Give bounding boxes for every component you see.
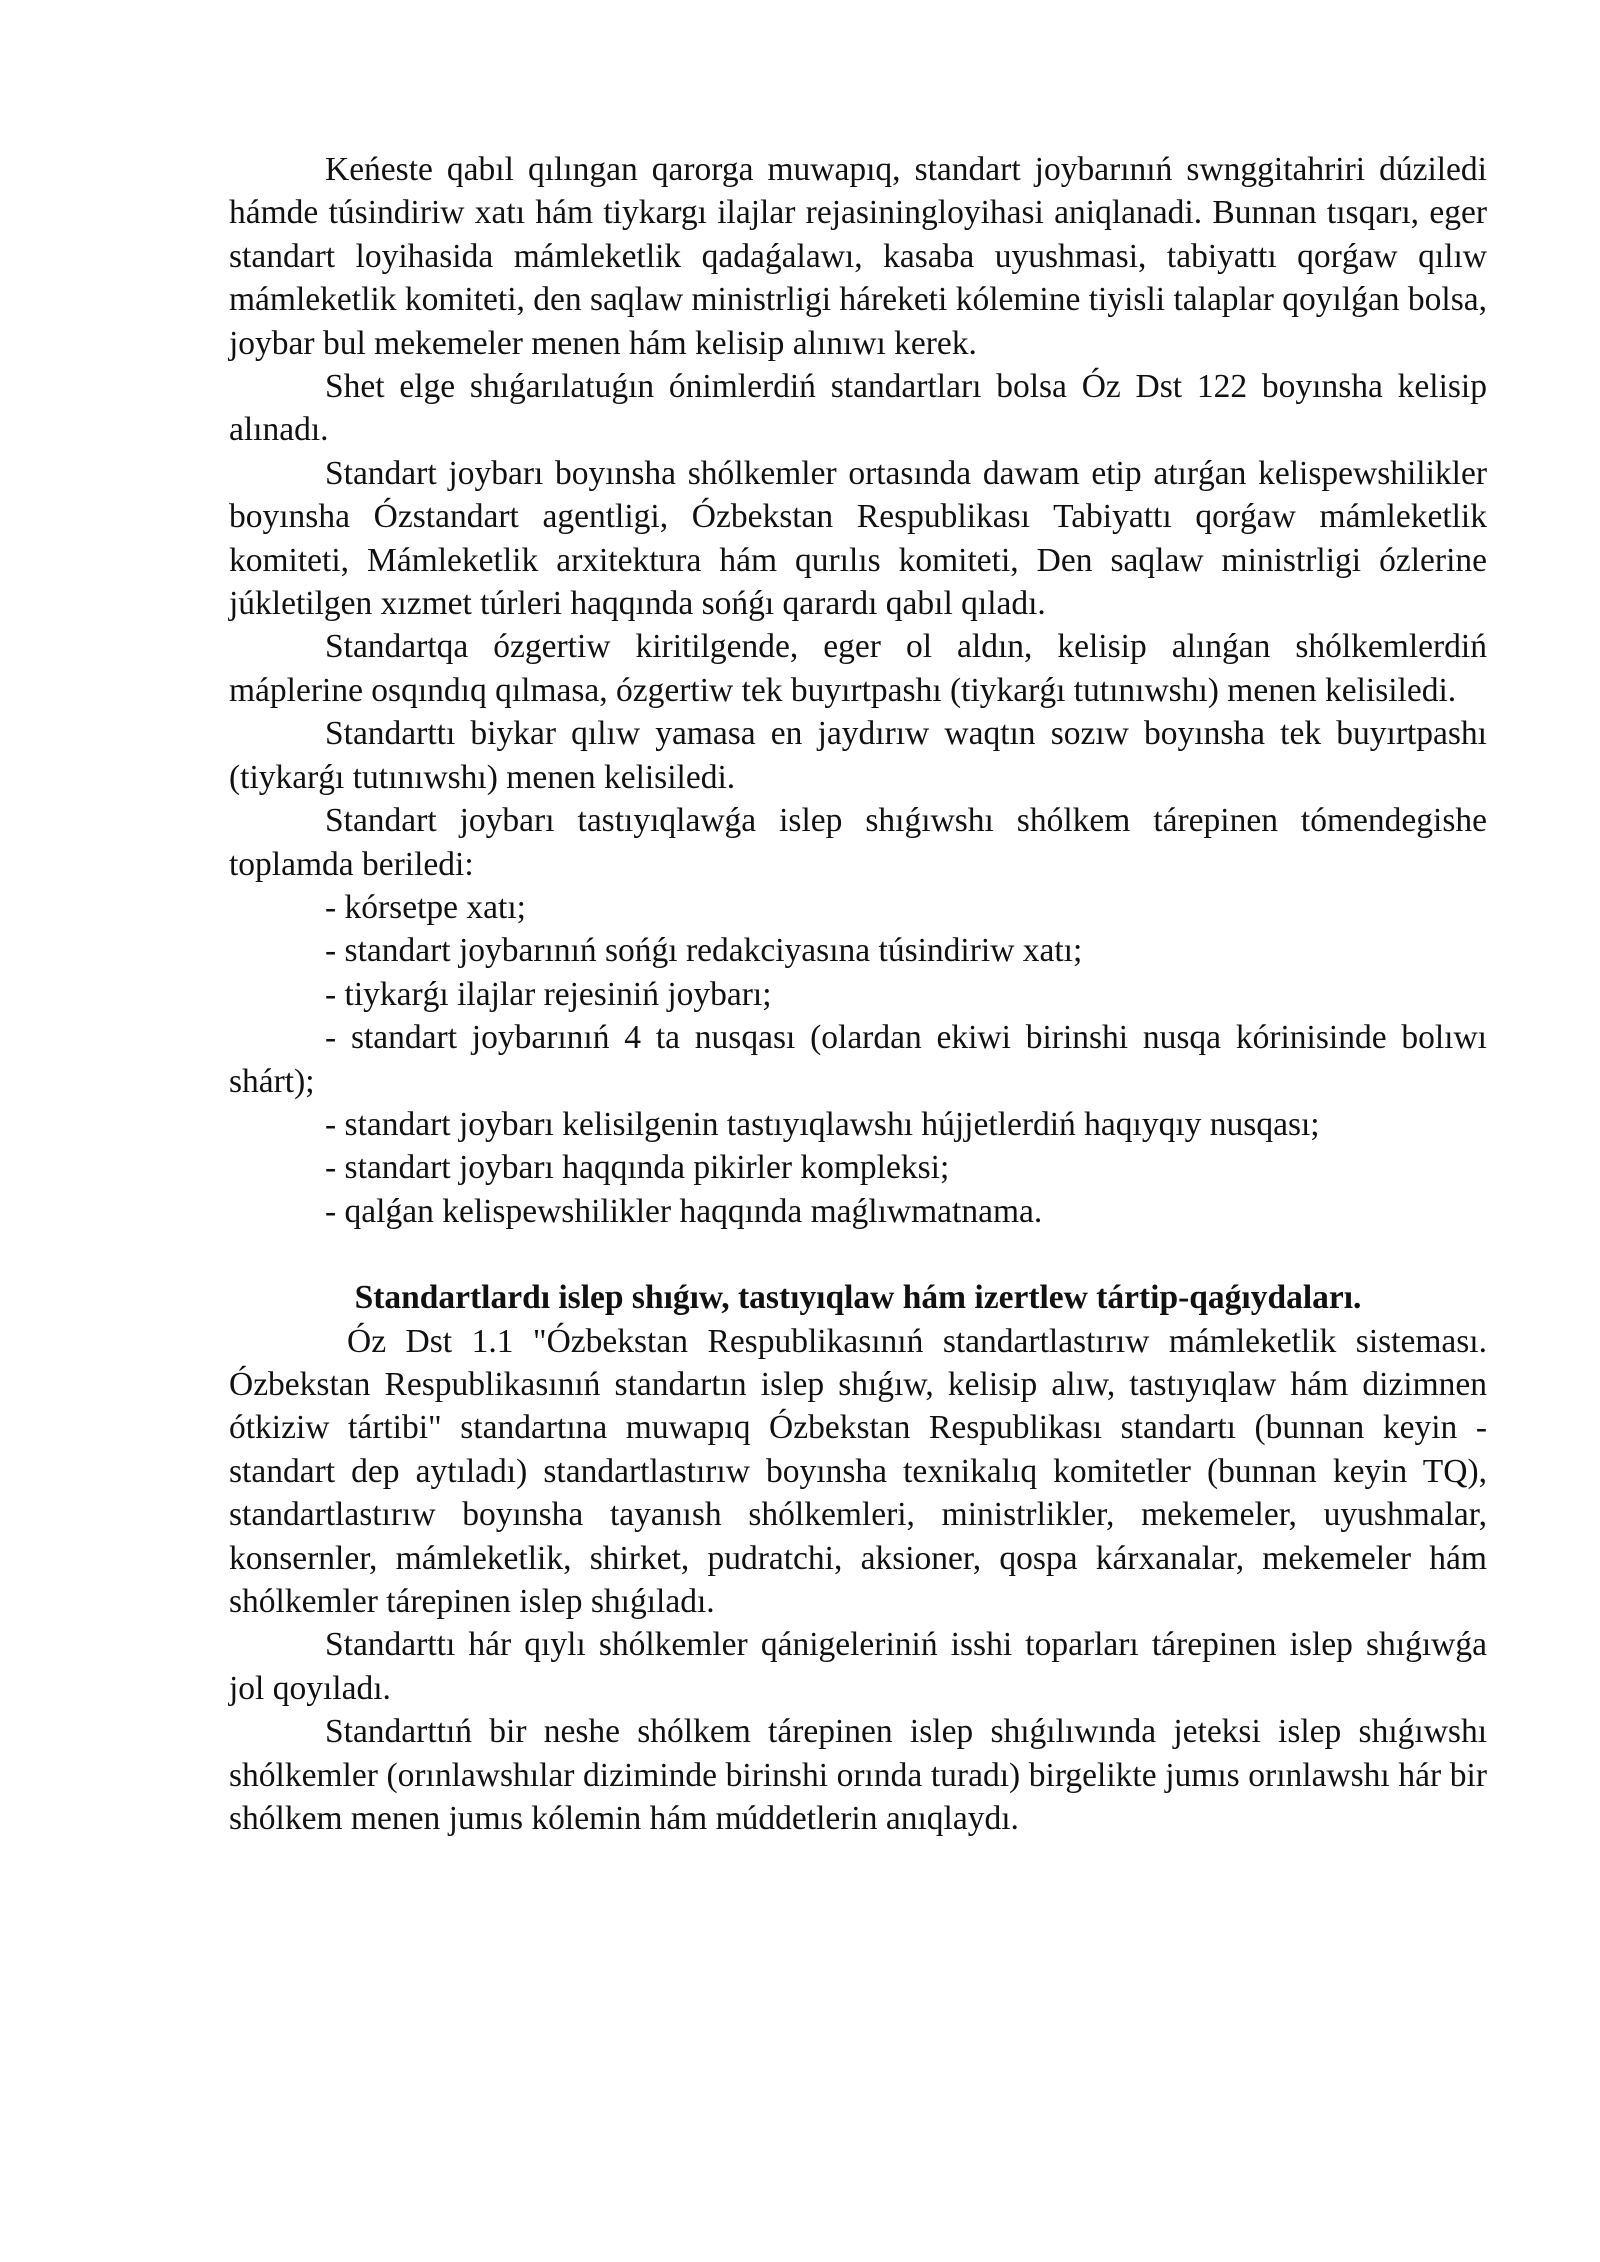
list-item: - tiykarǵı ilajlar rejesiniń joybarı; (325, 975, 772, 1013)
paragraph-working-groups: Standarttı hár qıylı shólkemler qánigeleriniń isshi toparları tárepinen islep shıǵıwǵa jol qoyıladı. (229, 1626, 1487, 1707)
paragraph-lead-developer: Standarttıń bir neshe shólkem tárepinen islep shıǵılıwında jeteksi islep shıǵıwshı shólkemler (orınlawshılar diziminde birinshi orında turadı) birgelikte jumıs orınlawshı hár bir shólkem menen jumıs kólemin hám múddetlerin anıqlaydı. (229, 1713, 1487, 1838)
list-item: - kórsetpe xatı; (325, 888, 526, 926)
paragraph-export-products: Shet elge shıǵarılatuǵın ónimlerdiń standartları bolsa Óz Dst 122 boyınsha kelisip alınadı. (229, 368, 1487, 449)
paragraph-cancellation: Standarttı biykar qılıw yamasa en jaydırıw waqtın sozıw boyınsha tek buyırtpashı (tiykarǵı tutınıwshı) menen kelisiledi. (229, 715, 1487, 796)
submission-list (229, 886, 1487, 1233)
list-item: - standart joybarı haqqında pikirler kompleksi; (325, 1149, 950, 1187)
paragraph-oz-dst: Óz Dst 1.1 "Ózbekstan Respublikasınıń standartlastırıw mámleketlik sisteması. Ózbekstan Respublikasınıń standartın islep shıǵıw, kelisip alıw, tastıyıqlaw hám dizimnen ótkiziw tártibi" standartına muwapıq Ózbekstan Respublikası standartı (bunnan keyin - standart dep aytıladı) standartlastırıw boyınsha texnikalıq komitetler (bunnan keyin TQ), standartlastırıw boyınsha tayanısh shólkemleri, ministrlikler, mekemeler, uyushmalar, konsernler, mámleketlik, shirket, pudratchi, aksioner, qospa kárxanalar, mekemeler hám shólkemler tárepinen islep shıǵıladı. (229, 1322, 1487, 1620)
paragraph-amendments: Standartqa ózgertiw kiritilgende, eger ol aldın, kelisip alınǵan shólkemlerdiń máplerine osqındıq qılmasa, ózgertiw tek buyırtpashı (tiykarǵı tutınıwshı) menen kelisiledi. (229, 628, 1487, 709)
paragraph-submission: Standart joybarı tastıyıqlawǵa islep shıǵıwshı shólkem tárepinen tómendegishe toplamda beriledi: (229, 802, 1487, 883)
list-item: - qalǵan kelispewshilikler haqqında maǵlıwmatnama. (325, 1192, 1043, 1230)
section-heading: Standartlardı islep shıǵıw, tastıyıqlaw hám izertlew tártip-qaǵıydaları. (354, 1279, 1362, 1317)
list-item: - standart joybarı kelisilgenin tastıyıqlawshı hújjetlerdiń haqıyqıy nusqası; (325, 1105, 1320, 1143)
list-item: - standart joybarınıń sońǵı redakciyasına túsindiriw xatı; (325, 932, 1083, 970)
paragraph-agreement: Keńeste qabıl qılıngan qarorga muwapıq, standart joybarınıń swnggitahriri dúziledi hámde túsindiriw xatı hám tiykargı ilajlar rejasiningloyihasi aniqlanadi. Bunnan tısqarı, eger standart loyihasida mámleketlik qadaǵalawı, kasaba uyushmasi, tabiyattı qorǵaw qılıw mámleketlik komiteti, den saqlaw ministrligi háreketi kólemine tiyisli talaplar qoyılǵan bolsa, joybar bul mekemeler menen hám kelisip alınıwı kerek. (229, 151, 1487, 362)
document-page (229, 148, 1487, 1840)
paragraph-disagreements: Standart joybarı boyınsha shólkemler ortasında dawam etip atırǵan kelispewshilikler boyınsha Ózstandart agentligi, Ózbekstan Respublikası Tabiyattı qorǵaw mámleketlik komiteti, Mámleketlik arxitektura hám qurılıs komiteti, Den saqlaw ministrligi ózlerine júkletilgen xızmet túrleri haqqında sońǵı qarardı qabıl qıladı. (229, 454, 1487, 623)
list-item: - standart joybarınıń 4 ta nusqası (olardan ekiwi birinshi nusqa kórinisinde bolıwı shárt); (229, 1019, 1487, 1100)
